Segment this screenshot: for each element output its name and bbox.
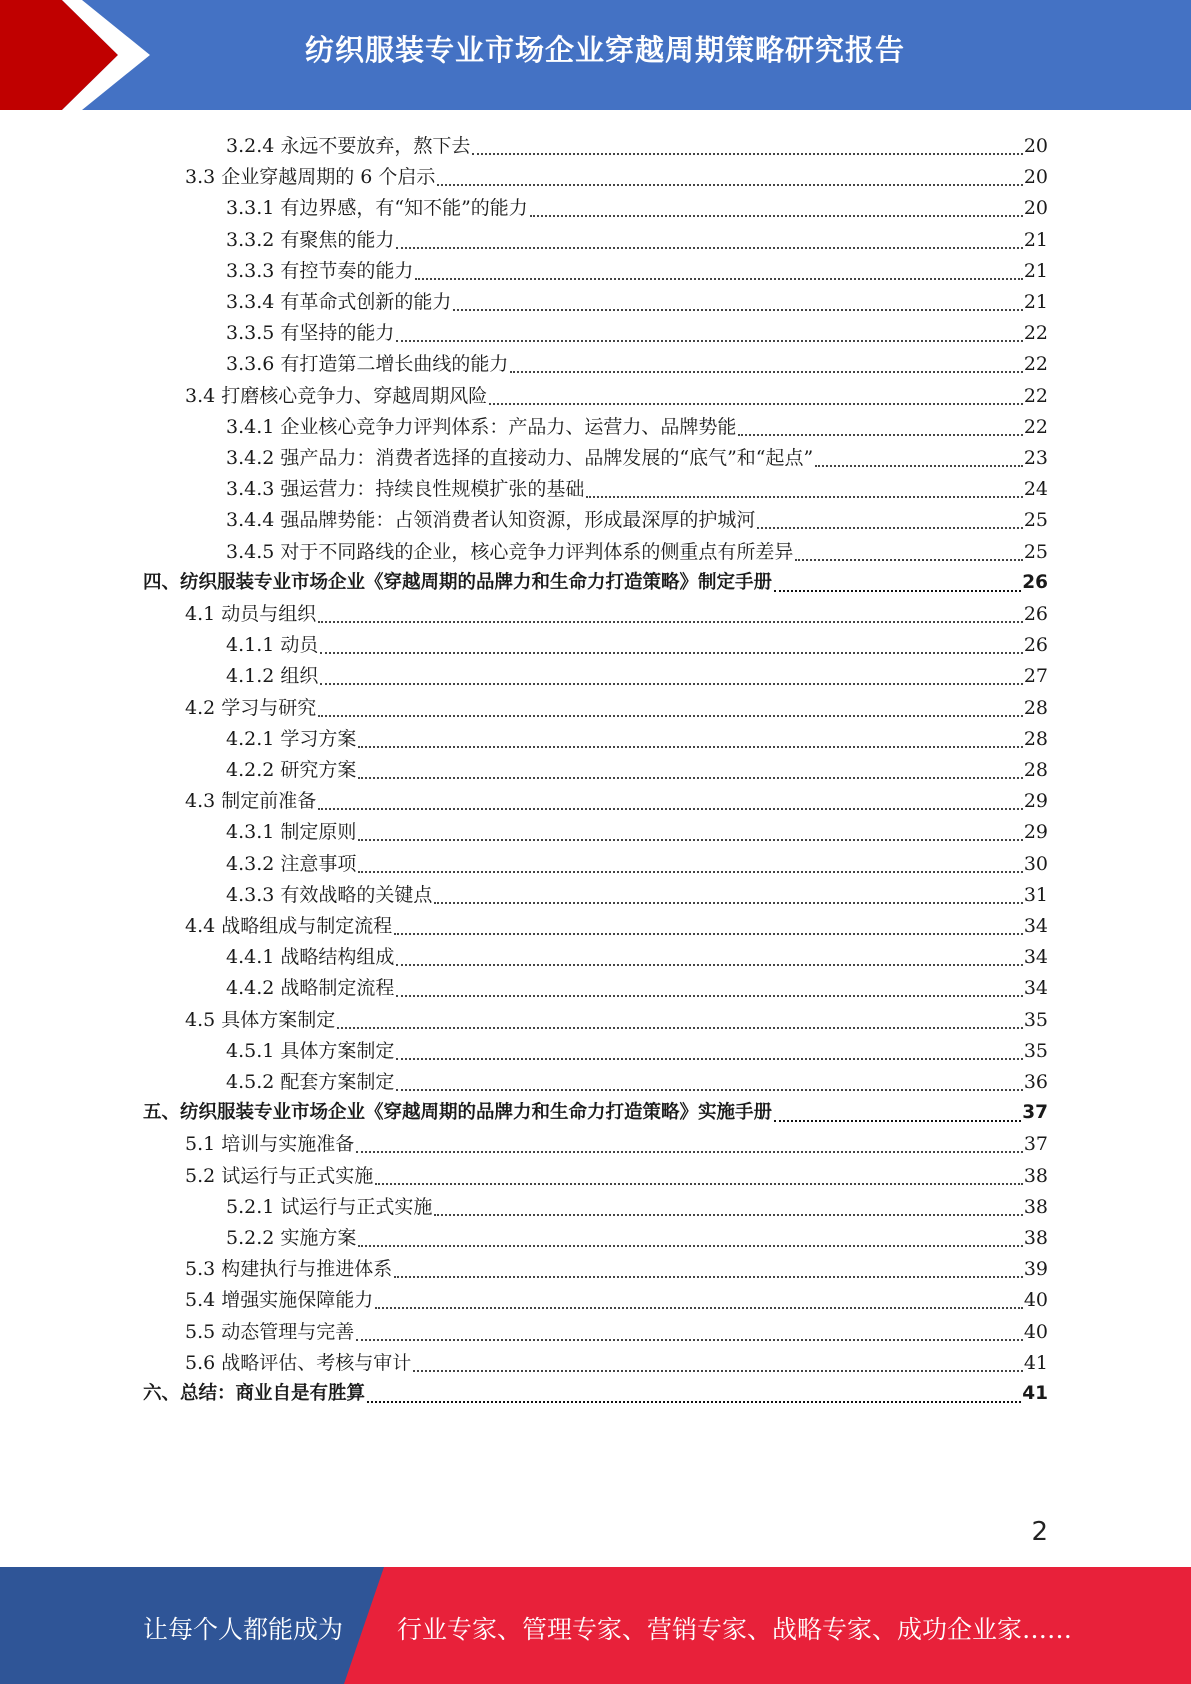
toc-entry-page: 34 [1023,946,1048,969]
toc-entry-title: 3.4.5 对于不同路线的企业，核心竞争力评判体系的侧重点有所差异 [226,540,794,563]
toc-entry-title: 4.5.2 配套方案制定 [226,1071,395,1093]
toc-entry-page: 25 [1023,540,1048,563]
toc-entry[interactable] [226,501,1048,532]
toc-dot-leader [757,527,1022,529]
toc-entry-page: 37 [1023,1133,1048,1156]
toc-entry[interactable] [185,1125,1048,1156]
toc-entry[interactable] [185,1001,1048,1032]
toc-dot-leader [586,496,1022,498]
toc-entry-page: 30 [1023,852,1048,875]
toc-entry-title: 5.2.2 实施方案 [226,1227,357,1249]
toc-dot-leader [437,184,1022,186]
toc-dot-leader [795,559,1022,561]
toc-entry[interactable] [185,1344,1048,1375]
toc-dot-leader [356,1151,1023,1153]
toc-entry-page: 29 [1023,821,1048,844]
toc-entry-title: 4.1.2 组织 [226,665,319,688]
toc-entry-title: 4.3.2 注意事项 [226,852,357,875]
toc-dot-leader [472,153,1022,155]
toc-entry-title: 3.3.4 有革命式创新的能力 [226,291,452,313]
page-number: 2 [1031,1517,1048,1547]
toc-entry[interactable] [185,1281,1048,1312]
toc-entry-page: 35 [1023,1008,1048,1031]
toc-entry-page: 21 [1023,228,1048,251]
toc-entry-title: 4.2 学习与研究 [185,696,317,719]
toc-entry[interactable] [185,377,1048,408]
toc-entry[interactable] [226,1188,1048,1219]
toc-entry-page: 36 [1023,1071,1048,1093]
toc-entry-page: 27 [1023,665,1048,688]
toc-dot-leader [375,1307,1023,1309]
toc-entry[interactable] [185,1313,1048,1344]
toc-entry[interactable] [226,1219,1048,1250]
toc-entry[interactable] [226,1063,1048,1094]
toc-entry[interactable] [226,283,1048,314]
toc-entry-page: 26 [1022,571,1048,593]
toc-entry-title: 3.4.2 强产品力：消费者选择的直接动力、品牌发展的“底气”和“起点” [226,447,814,469]
toc-entry[interactable] [185,1250,1048,1281]
toc-entry-title: 3.2.4 永远不要放弃，熬下去 [226,135,471,157]
toc-dot-leader [396,1089,1022,1091]
toc-entry[interactable] [185,907,1048,938]
toc-dot-leader [774,590,1021,592]
toc-dot-leader [358,777,1022,779]
toc-entry[interactable] [226,439,1048,470]
toc-entry-page: 40 [1023,1320,1048,1343]
toc-entry-page: 41 [1023,1351,1048,1374]
toc-entry-page: 28 [1023,696,1048,719]
toc-entry-page: 21 [1023,291,1048,313]
report-title: 纺织服装专业市场企业穿越周期策略研究报告 [305,33,906,67]
toc-entry-title: 5.3 构建执行与推进体系 [185,1258,393,1281]
toc-entry[interactable] [143,1094,1048,1125]
red-chevron-decoration [0,0,160,110]
toc-entry-page: 41 [1022,1383,1048,1404]
toc-dot-leader [320,652,1022,654]
toc-entry-page: 20 [1023,197,1048,220]
toc-dot-leader [358,839,1022,841]
toc-entry-page: 22 [1023,322,1048,345]
toc-dot-leader [434,902,1022,904]
toc-entry-page: 24 [1023,478,1048,501]
toc-dot-leader [358,871,1022,873]
toc-entry[interactable] [226,1032,1048,1063]
toc-entry-title: 4.3.3 有效战略的关键点 [226,883,433,906]
toc-entry-title: 5.2.1 试运行与正式实施 [226,1195,433,1218]
toc-dot-leader [774,1120,1021,1122]
toc-entry-title: 六、总结：商业自是有胜算 [143,1383,366,1404]
toc-entry-title: 4.4 战略组成与制定流程 [185,915,393,937]
toc-dot-leader [434,1214,1022,1216]
toc-entry[interactable] [226,657,1048,688]
toc-dot-leader [394,933,1023,935]
toc-entry[interactable] [185,782,1048,813]
toc-dot-leader [358,746,1022,748]
toc-entry[interactable] [143,564,1048,595]
toc-entry[interactable] [226,938,1048,969]
toc-entry[interactable] [226,813,1048,844]
toc-entry[interactable] [226,751,1048,782]
toc-dot-leader [318,808,1023,810]
toc-entry[interactable] [226,221,1048,252]
toc-entry-page: 34 [1023,915,1048,937]
toc-entry-page: 21 [1023,259,1048,282]
toc-dot-leader [375,1183,1023,1185]
toc-entry[interactable] [226,127,1048,158]
toc-entry[interactable] [143,1375,1048,1406]
toc-dot-leader [367,1401,1021,1403]
toc-entry[interactable] [226,314,1048,345]
toc-entry-title: 4.1 动员与组织 [185,603,317,625]
toc-entry[interactable] [226,969,1048,1000]
toc-entry-title: 3.3.1 有边界感，有“知不能”的能力 [226,197,528,220]
toc-entry-title: 3.3.6 有打造第二增长曲线的能力 [226,353,509,376]
toc-entry-title: 4.3 制定前准备 [185,790,317,813]
toc-entry-title: 5.1 培训与实施准备 [185,1133,355,1156]
toc-entry-title: 4.4.1 战略结构组成 [226,946,395,969]
toc-entry-title: 4.3.1 制定原则 [226,821,357,844]
toc-dot-leader [396,1058,1022,1060]
toc-dot-leader [738,434,1022,436]
toc-entry-title: 4.5.1 具体方案制定 [226,1039,395,1062]
toc-entry-page: 25 [1023,509,1048,532]
toc-dot-leader [530,215,1023,217]
toc-dot-leader [318,621,1023,623]
toc-entry-title: 4.5 具体方案制定 [185,1008,336,1031]
toc-entry-page: 20 [1023,135,1048,157]
toc-entry-title: 3.3 企业穿越周期的 6 个启示 [185,166,436,189]
toc-entry-title: 3.4.4 强品牌势能：占领消费者认知资源，形成最深厚的护城河 [226,509,756,532]
toc-entry-page: 20 [1023,166,1048,189]
toc-entry[interactable] [185,595,1048,626]
toc-entry-title: 3.4.3 强运营力：持续良性规模扩张的基础 [226,478,585,501]
toc-entry-page: 23 [1023,447,1048,469]
toc-dot-leader [358,1245,1022,1247]
toc-entry-page: 28 [1023,727,1048,750]
toc-entry-title: 4.2.2 研究方案 [226,759,357,781]
toc-dot-leader [396,964,1022,966]
toc-dot-leader [356,1339,1023,1341]
toc-entry-title: 3.3.2 有聚焦的能力 [226,228,395,251]
toc-entry-title: 5.6 战略评估、考核与审计 [185,1351,412,1374]
toc-entry-page: 22 [1023,384,1048,407]
toc-entry-page: 26 [1023,603,1048,625]
toc-entry-page: 38 [1023,1227,1048,1249]
toc-dot-leader [510,371,1022,373]
toc-entry-page: 22 [1023,353,1048,376]
toc-entry-page: 22 [1023,415,1048,438]
toc-entry-page: 34 [1023,977,1048,1000]
toc-dot-leader [394,1276,1023,1278]
toc-entry-title: 5.5 动态管理与完善 [185,1320,355,1343]
footer-slogan-right: 行业专家、管理专家、营销专家、战略专家、成功企业家…… [397,1615,1073,1644]
toc-entry[interactable] [185,158,1048,189]
toc-entry[interactable] [185,689,1048,720]
toc-entry-title: 3.3.3 有控节奏的能力 [226,259,414,282]
toc-entry-page: 26 [1023,634,1048,657]
toc-entry-title: 4.1.1 动员 [226,634,319,657]
toc-entry-page: 29 [1023,790,1048,813]
footer-banner [0,1567,1191,1684]
footer-slogan-left: 让每个人都能成为 [143,1615,344,1644]
toc-dot-leader [453,309,1022,311]
toc-dot-leader [318,715,1023,717]
toc-entry[interactable] [226,626,1048,657]
toc-entry-title: 四、纺织服装专业市场企业《穿越周期的品牌力和生命力打造策略》制定手册 [143,571,773,593]
toc-entry[interactable] [226,470,1048,501]
toc-entry-title: 3.4.1 企业核心竞争力评判体系：产品力、运营力、品牌势能 [226,415,737,438]
toc-entry-page: 40 [1023,1289,1048,1312]
toc-entry[interactable] [226,345,1048,376]
toc-entry-title: 五、纺织服装专业市场企业《穿越周期的品牌力和生命力打造策略》实施手册 [143,1102,773,1124]
toc-entry-page: 38 [1023,1195,1048,1218]
toc-dot-leader [320,683,1022,685]
toc-dot-leader [413,1370,1023,1372]
toc-entry-page: 37 [1022,1102,1048,1124]
toc-entry[interactable] [185,1157,1048,1188]
toc-entry[interactable] [226,845,1048,876]
toc-dot-leader [815,465,1023,467]
toc-entry[interactable] [226,252,1048,283]
toc-entry-page: 28 [1023,759,1048,781]
toc-entry-title: 3.3.5 有坚持的能力 [226,322,395,345]
report-header-banner [0,0,1191,110]
toc-entry-title: 5.4 增强实施保障能力 [185,1289,374,1312]
toc-entry[interactable] [226,189,1048,220]
toc-dot-leader [489,403,1023,405]
toc-entry-title: 5.2 试运行与正式实施 [185,1164,374,1187]
toc-entry[interactable] [226,876,1048,907]
toc-entry-title: 4.2.1 学习方案 [226,727,357,750]
toc-dot-leader [396,247,1022,249]
toc-entry[interactable] [226,533,1048,564]
toc-entry-page: 39 [1023,1258,1048,1281]
toc-entry-title: 4.4.2 战略制定流程 [226,977,395,1000]
toc-entry[interactable] [226,720,1048,751]
toc-entry-page: 31 [1023,883,1048,906]
toc-dot-leader [396,340,1022,342]
toc-entry-page: 38 [1023,1164,1048,1187]
toc-entry-page: 35 [1023,1039,1048,1062]
toc-dot-leader [396,995,1022,997]
toc-dot-leader [415,278,1022,280]
toc-entry-title: 3.4 打磨核心竞争力、穿越周期风险 [185,384,488,407]
toc-dot-leader [337,1027,1023,1029]
toc-entry[interactable] [226,408,1048,439]
